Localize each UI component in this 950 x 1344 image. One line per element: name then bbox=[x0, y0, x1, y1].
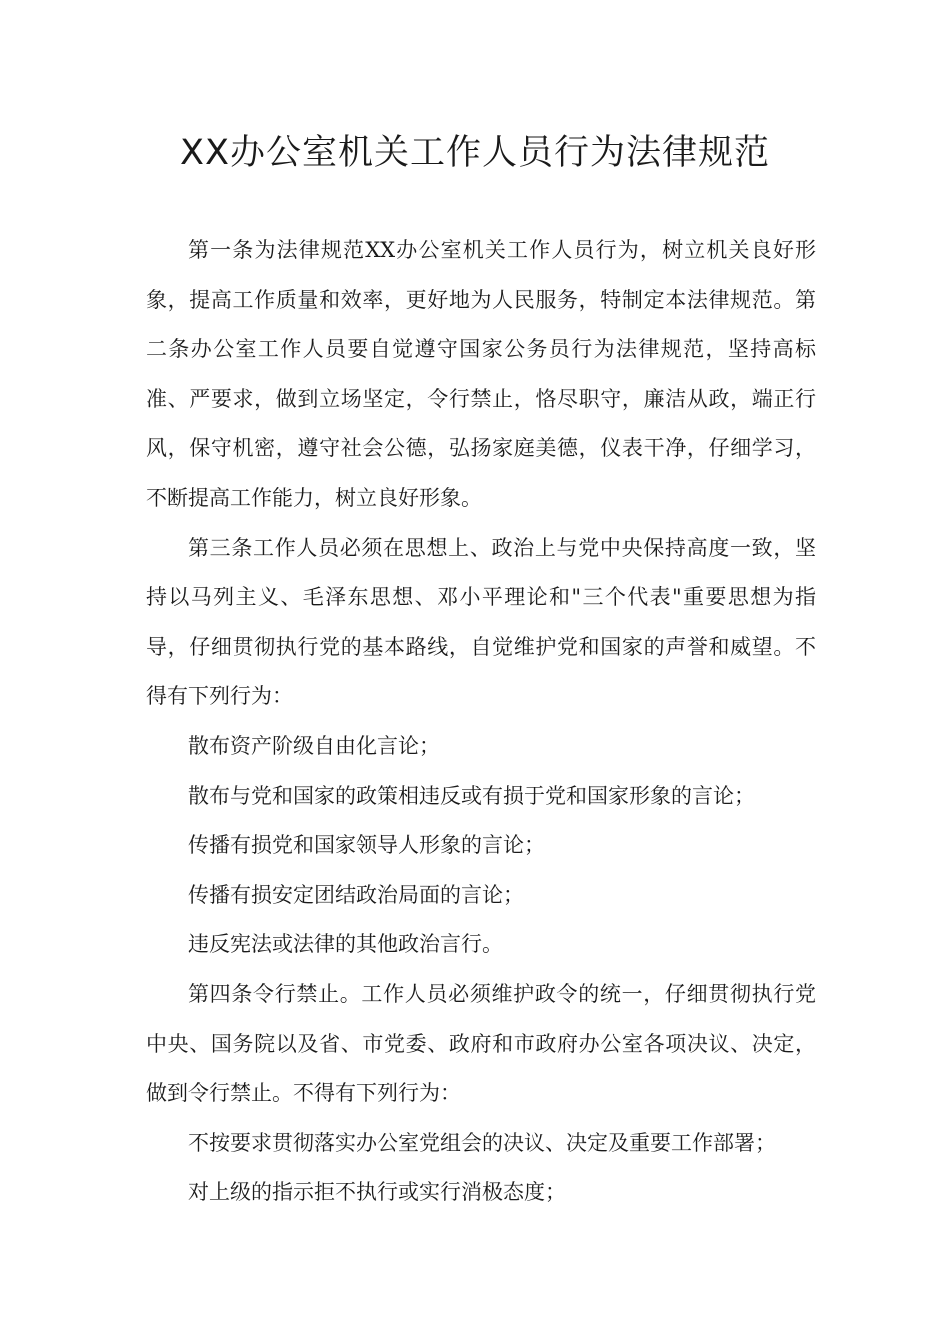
list-item: 散布资产阶级自由化言论； bbox=[188, 733, 440, 758]
list-item: 传播有损党和国家领导人形象的言论； bbox=[188, 833, 545, 858]
paragraph-article-3: 第三条工作人员必须在思想上、政治上与党中央保持高度一致，坚持以马列主义、毛泽东思想、邓小平理论和"三个代表"重要思想为指导，仔细贯彻执行党的基本路线，自觉维护党和国家的声誉和威望。不得有下列行为： bbox=[146, 535, 816, 709]
paragraph-article-4: 第四条令行禁止。工作人员必须维护政令的统一，仔细贯彻执行党中央、国务院以及省、市党委、政府和市政府办公室各项决议、决定，做到令行禁止。不得有下列行为： bbox=[146, 981, 816, 1106]
list-item: 违反宪法或法律的其他政治言行。 bbox=[188, 932, 503, 957]
document-title: XX办公室机关工作人员行为法律规范 bbox=[180, 133, 770, 173]
list-item: 不按要求贯彻落实办公室党组会的决议、决定及重要工作部署； bbox=[188, 1130, 776, 1155]
list-item: 传播有损安定团结政治局面的言论； bbox=[188, 882, 524, 907]
paragraph-article-1-2: 第一条为法律规范XX办公室机关工作人员行为，树立机关良好形象，提高工作质量和效率，更好地为人民服务，特制定本法律规范。第二条办公室工作人员要自觉遵守国家公务员行为法律规范，坚持高标准、严要求，做到立场坚定，令行禁止，恪尽职守，廉洁从政，端正行风，保守机密，遵守社会公德，弘扬家庭美德，仪表干净，仔细学习，不断提高工作能力，树立良好形象。 bbox=[146, 238, 816, 510]
document-body bbox=[146, 226, 816, 1218]
list-item: 对上级的指示拒不执行或实行消极态度； bbox=[188, 1180, 566, 1205]
list-item: 散布与党和国家的政策相违反或有损于党和国家形象的言论； bbox=[188, 783, 755, 808]
